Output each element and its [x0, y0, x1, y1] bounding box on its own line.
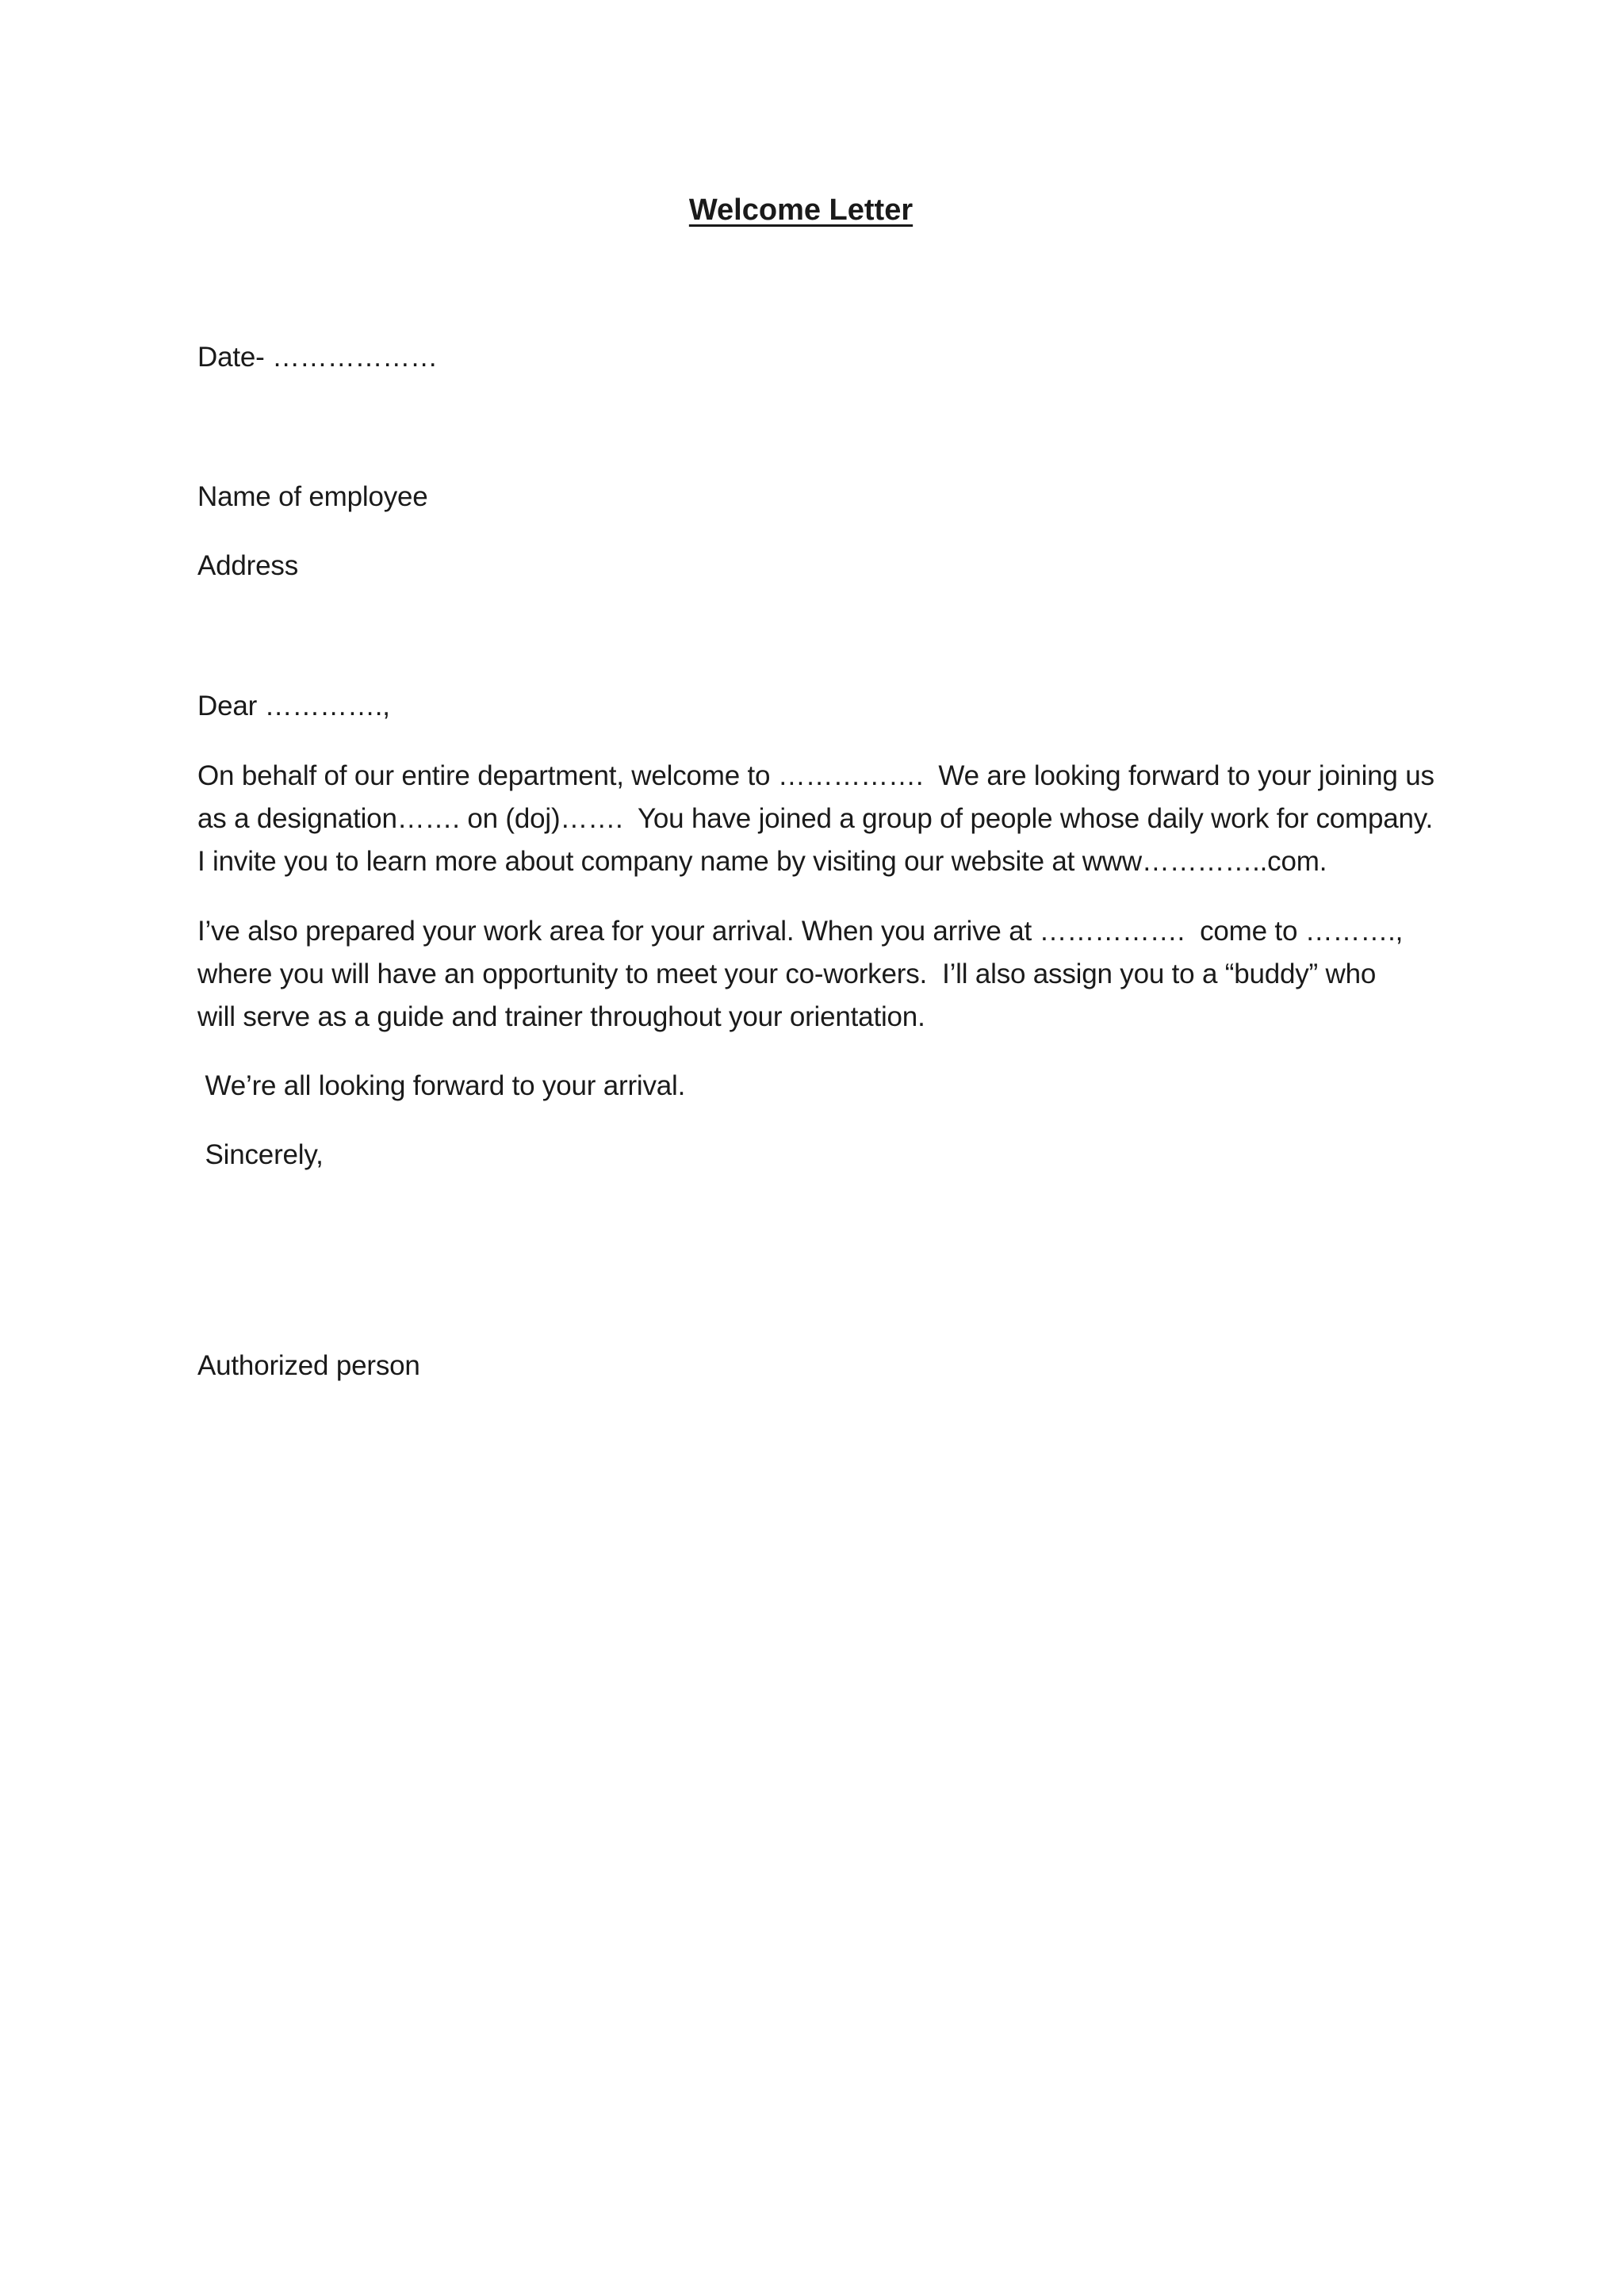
paragraph2-line: will serve as a guide and trainer throughout your orientation.: [197, 1001, 925, 1032]
paragraph1-line: as a designation……. on (doj)……. You have joined a group of people whose daily work for company.: [197, 803, 1434, 834]
date-line: Date- ………………: [197, 342, 438, 373]
sign-off: Sincerely,: [197, 1139, 324, 1170]
recipient-address: Address: [197, 550, 298, 581]
closing-line: We’re all looking forward to your arrival.: [197, 1070, 686, 1101]
paragraph1-line: On behalf of our entire department, welcome to ……………. We are looking forward to your joining us: [197, 760, 1434, 791]
paragraph2-line: where you will have an opportunity to meet your co-workers. I’ll also assign you to a “buddy” who: [197, 959, 1377, 989]
letter-title: Welcome Letter: [688, 193, 914, 227]
paragraph1-line: I invite you to learn more about company name by visiting our website at www…………..com.: [197, 846, 1327, 877]
salutation: Dear ………….,: [197, 691, 390, 721]
recipient-name: Name of employee: [197, 481, 428, 512]
paragraph2-line: I’ve also prepared your work area for your arrival. When you arrive at ……………. come to ……….,: [197, 916, 1404, 947]
signatory: Authorized person: [197, 1350, 420, 1381]
